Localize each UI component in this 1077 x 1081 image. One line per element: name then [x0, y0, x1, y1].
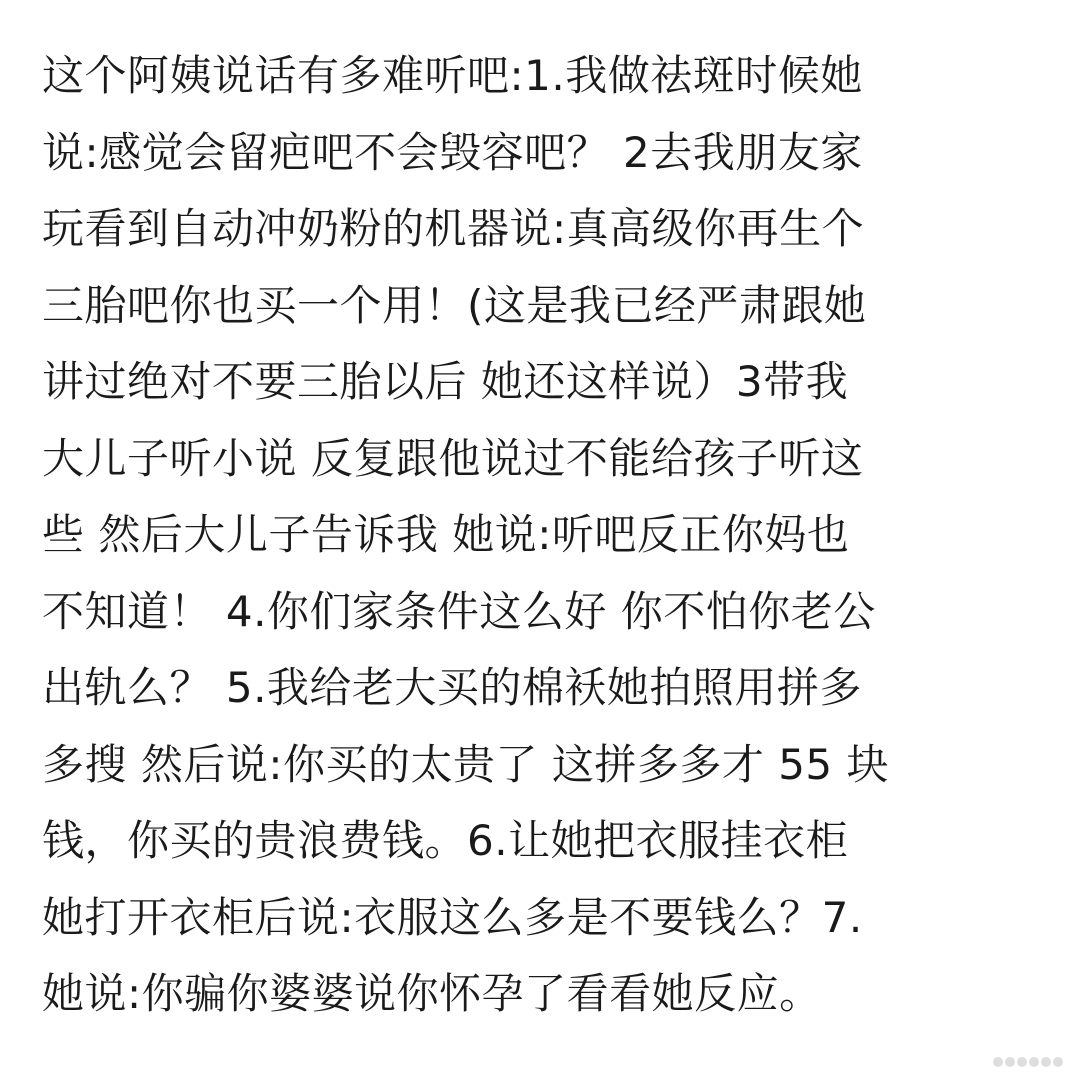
post-body: [42, 38, 1052, 1033]
post-line-1: 这个阿姨说话有多难听吧:1.我做祛斑时候她: [42, 51, 863, 100]
watermark-dot: [1041, 1057, 1051, 1067]
post-line-2: 说:感觉会留疤吧不会毁容吧？ 2去我朋友家: [42, 127, 863, 177]
post-line-5: 讲过绝对不要三胎以后 她还这样说）3带我: [42, 357, 849, 406]
dots-watermark-icon: [993, 1057, 1063, 1067]
post-line-12: 她打开衣柜后说:衣服这么多是不要钱么？7.: [42, 892, 863, 942]
post-line-11: 钱，你买的贵浪费钱。6.让她把衣服挂衣柜: [42, 816, 849, 865]
post-line-6: 大儿子听小说 反复跟他说过不能给孩子听这: [42, 433, 864, 483]
watermark-dot: [993, 1057, 1003, 1067]
post-line-4: 三胎吧你也买一个用！(这是我已经严肃跟她: [42, 280, 867, 330]
post-line-13: 她说:你骗你婆婆说你怀孕了看看她反应。: [42, 969, 822, 1018]
post-line-3: 玩看到自动冲奶粉的机器说:真高级你再生个: [42, 204, 865, 253]
post-line-9: 出轨么？ 5.我给老大买的棉袄她拍照用拼多: [42, 663, 862, 712]
watermark-dot: [1017, 1057, 1027, 1067]
post-line-8: 不知道！ 4.你们家条件这么好 你不怕你老公: [42, 586, 876, 636]
post-line-7: 些 然后大儿子告诉我 她说:听吧反正你妈也: [42, 510, 850, 559]
watermark-dot: [1005, 1057, 1015, 1067]
watermark-dot: [1053, 1057, 1063, 1067]
post-line-10: 多搜 然后说:你买的太贵了 这拼多多才 55 块: [42, 739, 889, 789]
watermark-dot: [1029, 1057, 1039, 1067]
